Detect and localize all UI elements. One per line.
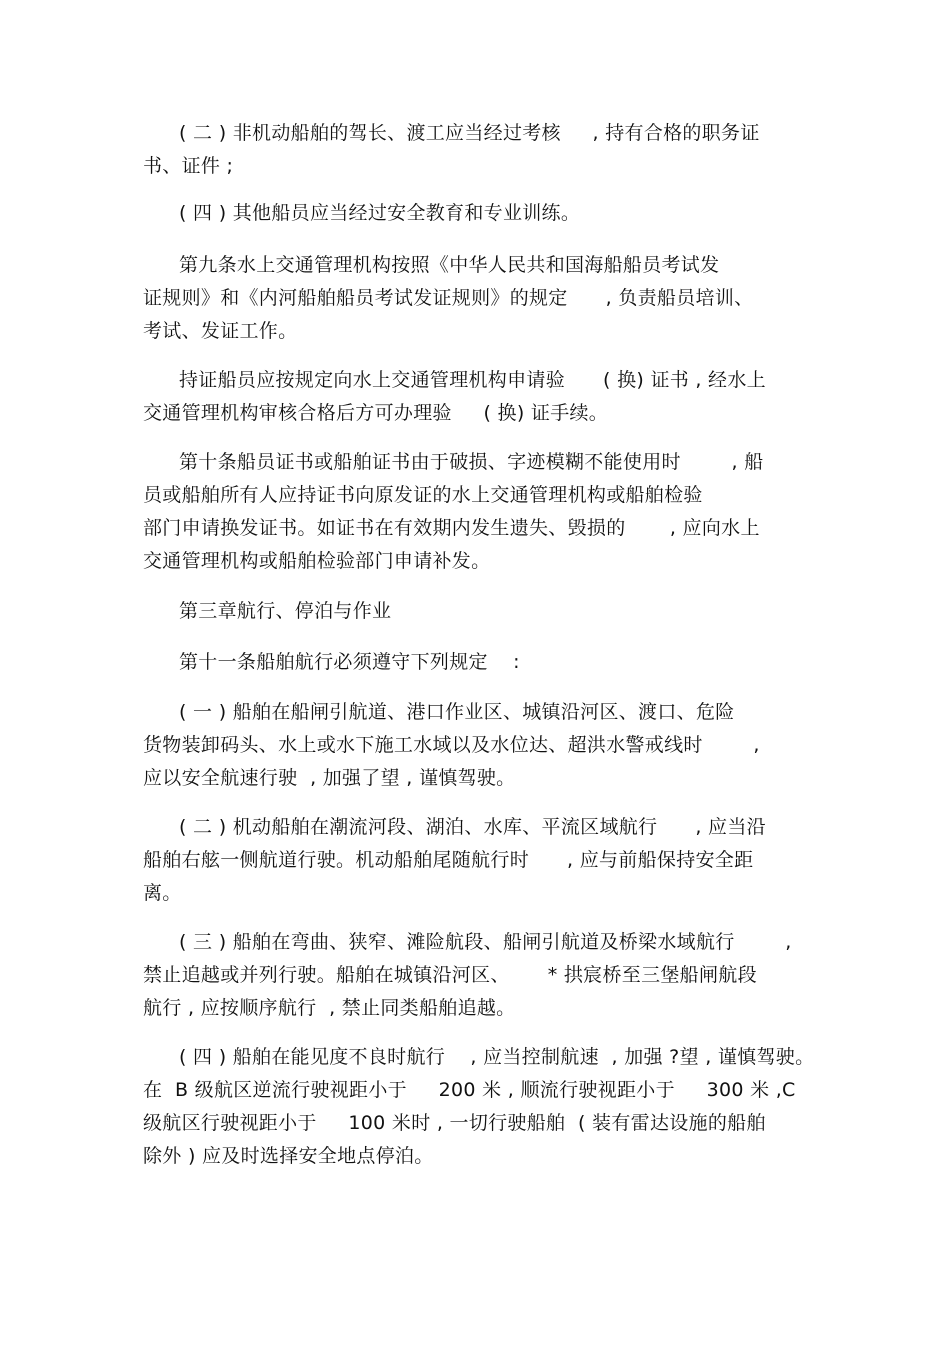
text-line: 在 B 级航区逆流行驶视距小于 200 米 , 顺流行驶视距小于 300 米 ,C [143,1079,796,1101]
paragraph-other-crew-training [143,197,843,230]
paragraph-certificate-renewal [143,364,843,430]
paragraph-rule-3 [143,926,843,1025]
text-line: ( 二 ) 机动船舶在潮流河段、湖泊、水库、平流区域航行 , 应当沿 [179,816,766,838]
paragraph-article-11 [143,646,843,679]
text-line: ( 四 ) 其他船员应当经过安全教育和专业训练。 [179,202,581,224]
text-line: ( 四 ) 船舶在能见度不良时航行 , 应当控制航速 , 加强 ?望 , 谨慎驾驶。 [179,1046,815,1068]
paragraph-non-motor-vessel-crew [143,117,843,183]
text-line: 证规则》和《内河船舶船员考试发证规则》的规定 , 负责船员培训、 [143,287,754,309]
text-line: 除外 ) 应及时选择安全地点停泊。 [143,1145,434,1167]
text-line: 部门申请换发证书。如证书在有效期内发生遗失、毁损的 , 应向水上 [143,517,760,539]
text-line: ( 二 ) 非机动船舶的驾长、渡工应当经过考核 , 持有合格的职务证 [179,122,760,144]
text-line: ( 三 ) 船舶在弯曲、狭窄、滩险航段、船闸引航道及桥梁水域航行 , [179,931,792,953]
text-line: 第十条船员证书或船舶证书由于破损、字迹模糊不能使用时 , 船 [179,451,764,473]
paragraph-article-9 [143,249,843,348]
text-line: 第十一条船舶航行必须遵守下列规定 : [179,651,520,673]
text-line: 员或船舶所有人应持证书向原发证的水上交通管理机构或船舶检验 [143,484,703,506]
paragraph-rule-1 [143,696,843,795]
text-line: 货物装卸码头、水上或水下施工水域以及水位达、超洪水警戒线时 , [143,734,760,756]
text-line: 第三章航行、停泊与作业 [179,600,392,622]
text-line: 船舶右舷一侧航道行驶。机动船舶尾随航行时 , 应与前船保持安全距 [143,849,754,871]
text-line: 级航区行驶视距小于 100 米时 , 一切行驶船舶 ( 装有雷达设施的船舶 [143,1112,766,1134]
paragraph-rule-2 [143,811,843,910]
text-line: 第九条水上交通管理机构按照《中华人民共和国海船船员考试发 [179,254,720,276]
text-line: 考试、发证工作。 [143,320,298,342]
text-line: 航行 , 应按顺序航行 , 禁止同类船舶追越。 [143,997,516,1019]
text-line: 离。 [143,882,182,904]
text-line: 书、证件 ; [143,155,234,177]
paragraph-article-10 [143,446,843,578]
paragraph-rule-4 [143,1041,843,1173]
text-line: 应以安全航速行驶 , 加强了望 , 谨慎驾驶。 [143,767,516,789]
text-line: 持证船员应按规定向水上交通管理机构申请验 ( 换) 证书 , 经水上 [179,369,766,391]
text-line: 交通管理机构审核合格后方可办理验 ( 换) 证手续。 [143,402,609,424]
text-line: 禁止追越或并列行驶。船舶在城镇沿河区、 * 拱宸桥至三堡船闸航段 [143,964,757,986]
text-line: 交通管理机构或船舶检验部门申请补发。 [143,550,491,572]
chapter-3-heading [143,595,843,628]
text-line: ( 一 ) 船舶在船闸引航道、港口作业区、城镇沿河区、渡口、危险 [179,701,735,723]
